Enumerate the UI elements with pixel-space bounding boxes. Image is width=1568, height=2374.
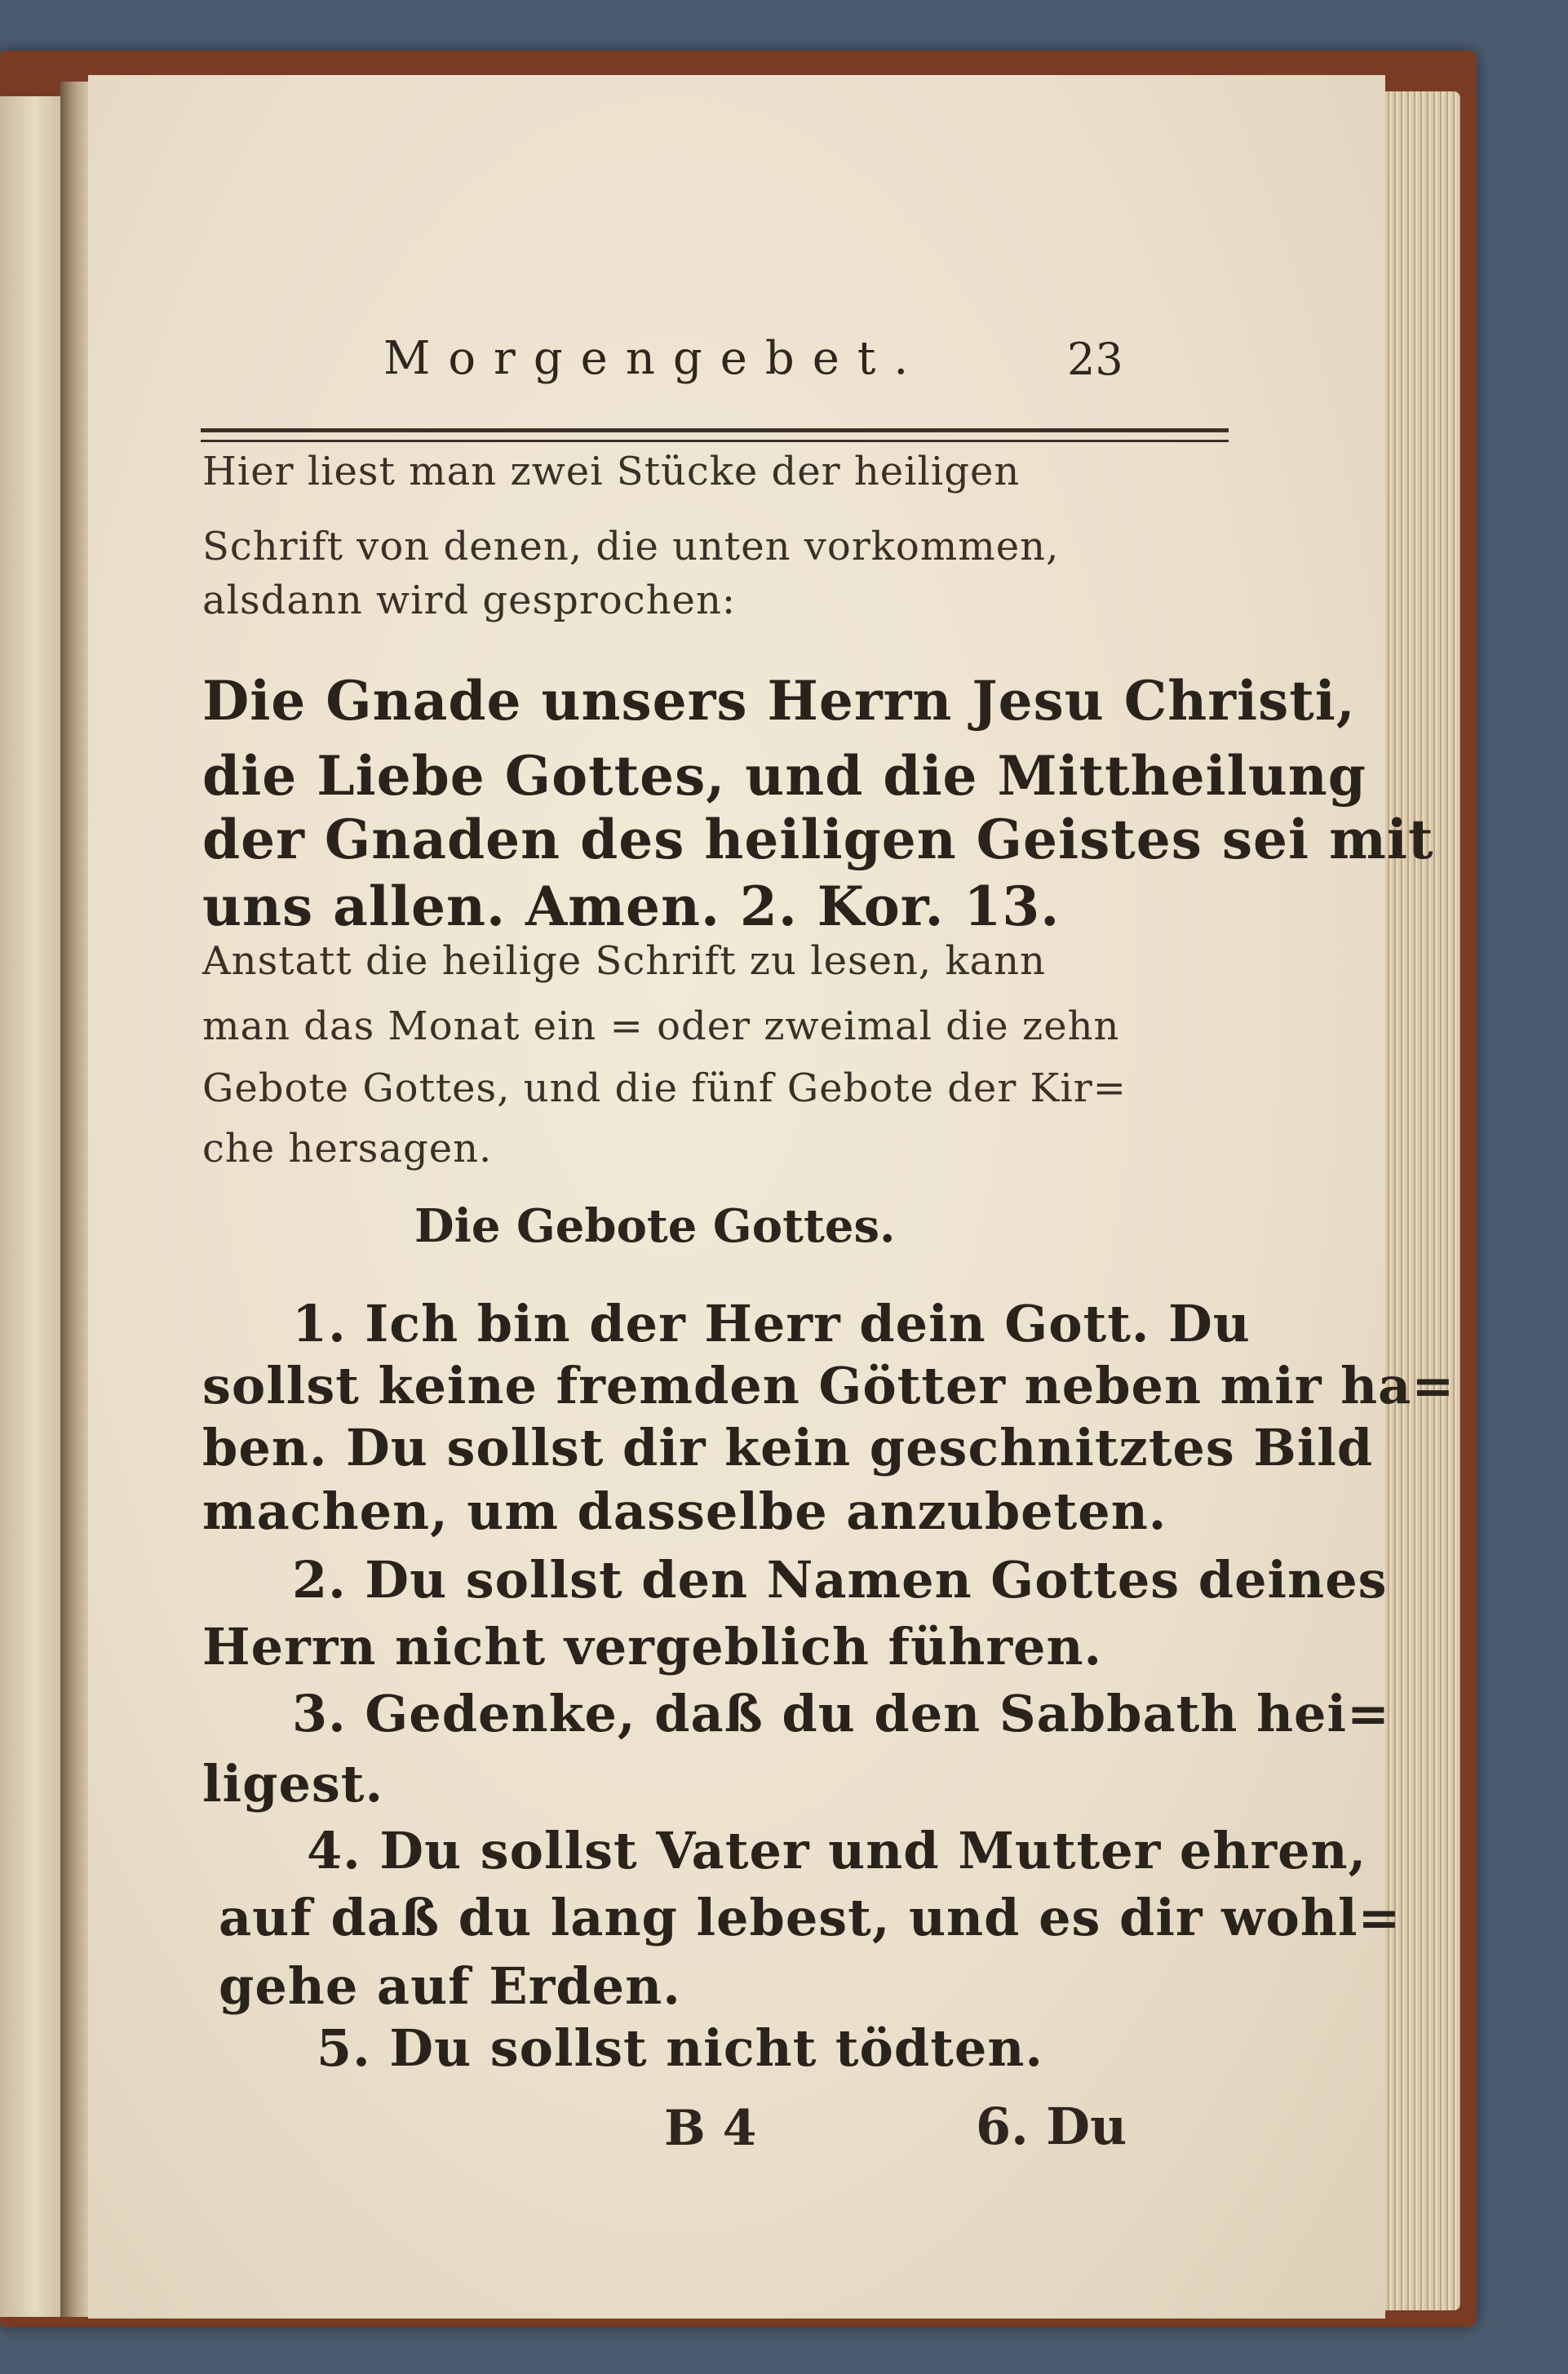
page-number: 23 — [1067, 334, 1123, 385]
commandment-line: 2. Du sollst den Namen Gottes deines — [292, 1550, 1388, 1610]
signature-mark: B 4 — [664, 2100, 757, 2157]
prayer-line: der Gnaden des heiligen Geistes sei mit — [202, 808, 1434, 871]
commandment-line: machen, um dasselbe anzubeten. — [202, 1482, 1167, 1541]
page-block-edge — [1379, 91, 1460, 2310]
header-rule — [201, 428, 1229, 432]
commandment-line: sollst keine fremden Götter neben mir ha= — [202, 1356, 1455, 1415]
header-rule-thin — [201, 440, 1229, 442]
rubric-line: che hersagen. — [202, 1126, 493, 1171]
commandment-line: 1. Ich bin der Herr dein Gott. Du — [292, 1294, 1251, 1353]
rubric-line: Anstatt die heilige Schrift zu lesen, kann — [202, 938, 1046, 984]
commandment-line: 5. Du sollst nicht tödten. — [317, 2018, 1044, 2078]
commandment-line: 3. Gedenke, daß du den Sabbath hei= — [292, 1684, 1390, 1743]
rubric-line: Schrift von denen, die unten vorkommen, — [202, 524, 1060, 569]
catchword: 6. Du — [976, 2097, 1127, 2156]
commandment-line: ben. Du sollst dir kein geschnitztes Bild — [202, 1418, 1374, 1477]
commandment-line: Herrn nicht vergeblich führen. — [202, 1617, 1103, 1676]
commandment-line: 4. Du sollst Vater und Mutter ehren, — [307, 1821, 1367, 1880]
rubric-line: Gebote Gottes, und die fünf Gebote der Kir= — [202, 1065, 1127, 1111]
running-head: Morgengebet. — [383, 332, 927, 385]
commandment-line: auf daß du lang lebest, und es dir wohl= — [219, 1888, 1402, 1947]
rubric-line: Hier liest man zwei Stücke der heiligen — [202, 449, 1021, 494]
book-page — [88, 75, 1455, 2319]
prayer-line: uns allen. Amen. 2. Kor. 13. — [202, 875, 1061, 938]
page-header — [88, 259, 1385, 385]
prayer-line: die Liebe Gottes, und die Mittheilung — [202, 744, 1366, 808]
prayer-line: Die Gnade unsers Herrn Jesu Christi, — [202, 669, 1356, 733]
section-heading: Die Gebote Gottes. — [414, 1199, 896, 1253]
commandment-line: ligest. — [202, 1754, 384, 1814]
rubric-line: alsdann wird gesprochen: — [202, 578, 737, 623]
commandment-line: gehe auf Erden. — [219, 1956, 681, 2016]
rubric-line: man das Monat ein = oder zweimal die zehn — [202, 1003, 1120, 1049]
facing-page-edge — [0, 96, 64, 2317]
